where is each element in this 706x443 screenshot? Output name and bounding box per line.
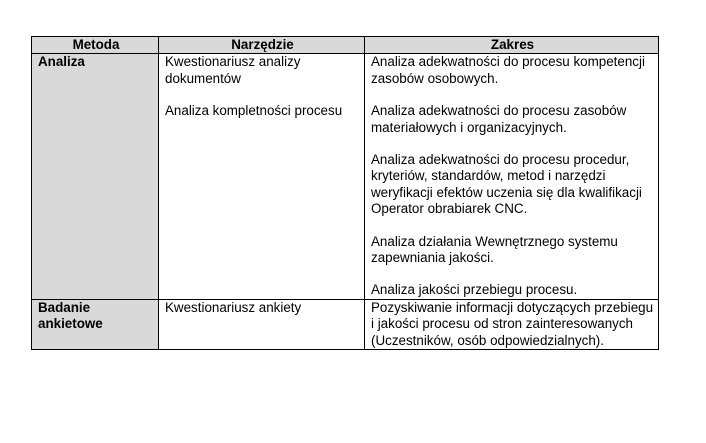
scope-item: Analiza adekwatności do procesu procedur, kryteriów, standardów, metod i narzędzi weryfikacji efektów uczenia się dla kwalifikacji Operator obrabiarek CNC. bbox=[371, 152, 642, 217]
method-cell: Analiza bbox=[32, 54, 159, 299]
scope-item: Analiza działania Wewnętrznego systemu zapewniania jakości. bbox=[371, 233, 618, 266]
table-row bbox=[32, 54, 659, 299]
scope-cell bbox=[365, 299, 659, 349]
scope-cell bbox=[365, 54, 659, 299]
tool-item: Kwestionariusz ankiety bbox=[165, 299, 302, 315]
tool-cell bbox=[159, 54, 365, 299]
header-scope: Zakres bbox=[365, 37, 659, 54]
scope-item: Analiza jakości przebiegu procesu. bbox=[371, 282, 578, 298]
scope-item: Analiza adekwatności do procesu zasobów materiałowych i organizacyjnych. bbox=[371, 103, 627, 135]
tool-item: Analiza kompletności procesu bbox=[165, 103, 343, 119]
tool-item: Kwestionariusz analizy dokumentów bbox=[165, 54, 301, 86]
header-method: Metoda bbox=[32, 37, 159, 54]
scope-item: Pozyskiwanie informacji dotyczących przebiegu i jakości procesu od stron zainteresowanych (Uczestników, osób odpowiedzialnych). bbox=[371, 299, 654, 348]
method-cell: Badanie ankietowe bbox=[32, 299, 159, 349]
header-tool: Narzędzie bbox=[159, 37, 365, 54]
scope-item: Analiza adekwatności do procesu kompetencji zasobów osobowych. bbox=[371, 54, 645, 86]
table-row bbox=[32, 299, 659, 349]
header-row bbox=[32, 37, 659, 54]
tool-cell bbox=[159, 299, 365, 349]
methods-table bbox=[31, 36, 659, 350]
